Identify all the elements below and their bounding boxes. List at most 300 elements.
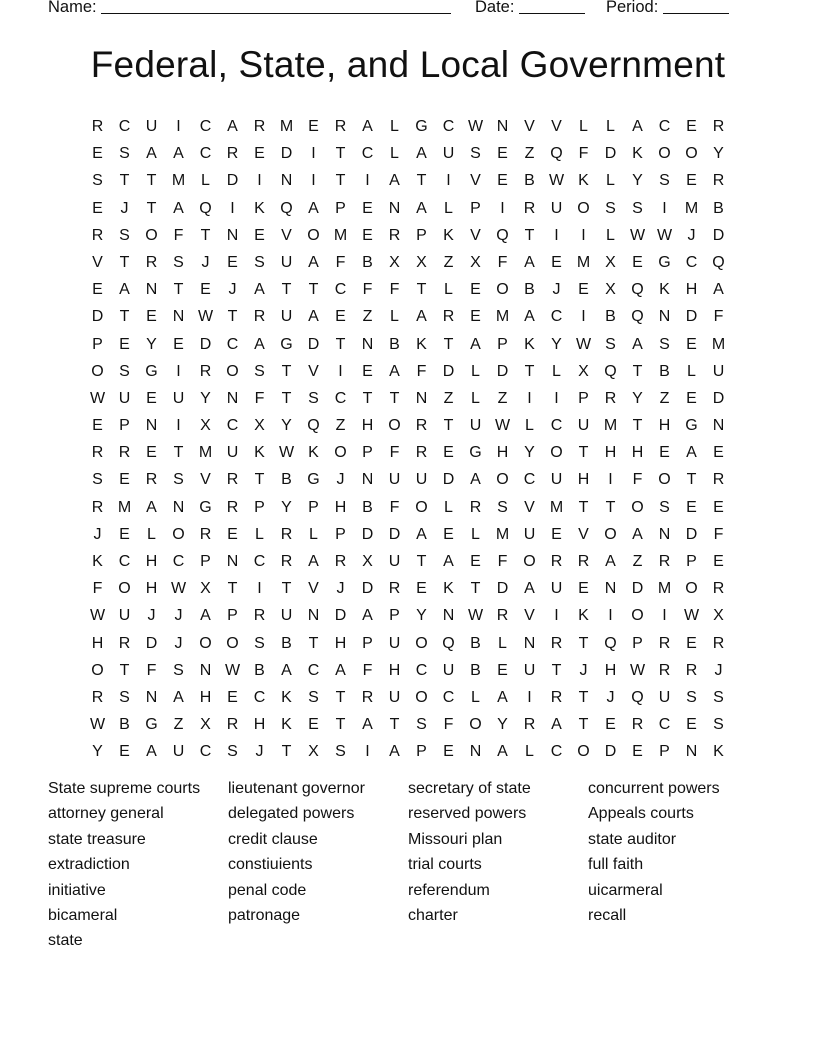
grid-letter: E xyxy=(227,525,238,543)
grid-letter: F xyxy=(362,661,373,679)
grid-letter: A xyxy=(146,743,157,761)
grid-letter: T xyxy=(335,145,346,163)
grid-letter: S xyxy=(659,172,670,190)
grid-letter: O xyxy=(550,444,563,462)
grid-letter: V xyxy=(470,226,481,244)
grid-letter: S xyxy=(659,498,670,516)
grid-letter: O xyxy=(496,281,509,299)
grid-letter: R xyxy=(658,661,671,679)
word-bank-item: state auditor xyxy=(588,830,677,848)
grid-letter: E xyxy=(497,172,508,190)
grid-letter: Q xyxy=(496,226,509,244)
grid-letter: R xyxy=(577,553,590,570)
grid-letter: J xyxy=(174,607,183,625)
grid-letter: A xyxy=(605,553,616,570)
grid-letter: M xyxy=(279,118,294,135)
grid-letter: Z xyxy=(632,553,643,570)
grid-letter: D xyxy=(199,335,212,353)
grid-letter: M xyxy=(657,580,672,598)
grid-letter: S xyxy=(119,145,130,163)
word-bank-item: reserved powers xyxy=(408,805,527,823)
grid-letter: U xyxy=(523,661,536,679)
grid-letter: L xyxy=(255,525,264,543)
grid-letter: P xyxy=(362,634,373,652)
grid-letter: C xyxy=(226,335,239,353)
grid-letter: T xyxy=(119,172,130,190)
grid-letter: C xyxy=(307,661,320,679)
grid-letter: E xyxy=(443,444,454,462)
word-bank-item: lieutenant governor xyxy=(228,780,365,797)
grid-letter: I xyxy=(311,172,316,190)
grid-letter: G xyxy=(658,253,671,271)
grid-letter: K xyxy=(92,553,103,570)
grid-letter: R xyxy=(145,471,158,489)
grid-letter: A xyxy=(470,471,481,489)
grid-letter: D xyxy=(280,145,293,163)
grid-letter: U xyxy=(226,444,239,462)
grid-letter: Y xyxy=(146,335,157,353)
grid-letter: A xyxy=(389,362,400,380)
grid-letter: R xyxy=(334,553,347,570)
grid-letter: Z xyxy=(497,389,508,407)
grid-letter: S xyxy=(605,199,616,217)
grid-letter: R xyxy=(658,553,671,570)
grid-letter: I xyxy=(662,607,667,625)
grid-letter: N xyxy=(226,226,239,244)
grid-letter: I xyxy=(257,580,262,598)
grid-letter: Y xyxy=(416,607,427,625)
grid-letter: X xyxy=(308,743,319,761)
grid-letter: J xyxy=(147,607,156,625)
grid-letter: T xyxy=(443,335,454,353)
grid-letter: W xyxy=(548,172,565,190)
grid-letter: H xyxy=(334,498,347,516)
grid-letter: C xyxy=(550,308,563,326)
grid-letter: N xyxy=(145,281,158,299)
grid-letter: T xyxy=(416,172,427,190)
period-field xyxy=(606,0,729,17)
grid-letter: P xyxy=(578,389,589,407)
grid-letter: N xyxy=(280,172,293,190)
grid-letter: A xyxy=(686,444,697,462)
grid-letter: Y xyxy=(497,716,508,734)
word-bank-item: credit clause xyxy=(228,830,318,848)
grid-letter: E xyxy=(632,253,643,271)
grid-letter: W xyxy=(575,335,592,353)
grid-letter: A xyxy=(200,607,211,625)
word-bank-item: constiuients xyxy=(228,856,313,874)
grid-letter: R xyxy=(253,308,266,326)
grid-letter: S xyxy=(119,688,130,706)
grid-letter: L xyxy=(444,281,453,299)
grid-letter: D xyxy=(361,525,374,543)
grid-letter: W xyxy=(170,580,187,598)
grid-letter: A xyxy=(146,498,157,516)
word-bank-item: penal code xyxy=(228,881,307,899)
grid-letter: F xyxy=(416,362,427,380)
grid-letter: W xyxy=(89,716,106,734)
grid-letter: T xyxy=(362,389,373,407)
grid-letter: V xyxy=(92,253,103,271)
grid-letter: A xyxy=(308,253,319,271)
grid-letter: D xyxy=(604,145,617,163)
grid-letter: L xyxy=(390,118,399,135)
grid-letter: E xyxy=(713,444,724,462)
grid-letter: U xyxy=(712,362,725,380)
grid-letter: P xyxy=(335,199,346,217)
grid-letter: E xyxy=(686,498,697,516)
grid-letter: R xyxy=(91,226,104,244)
grid-letter: B xyxy=(281,634,292,652)
grid-letter: P xyxy=(659,743,670,761)
grid-letter: U xyxy=(388,471,401,489)
grid-letter: R xyxy=(91,688,104,706)
grid-letter: U xyxy=(172,389,185,407)
grid-letter: V xyxy=(524,607,535,625)
word-bank-item: attorney general xyxy=(48,805,164,823)
grid-letter: E xyxy=(308,716,319,734)
grid-letter: F xyxy=(632,471,643,489)
grid-letter: H xyxy=(199,688,212,706)
grid-letter: E xyxy=(92,199,103,217)
grid-letter: D xyxy=(496,362,509,380)
grid-letter: L xyxy=(606,172,615,190)
grid-letter: T xyxy=(524,226,535,244)
grid-letter: C xyxy=(226,417,239,435)
grid-letter: N xyxy=(658,525,671,543)
grid-letter: R xyxy=(550,553,563,570)
grid-letter: E xyxy=(146,389,157,407)
grid-letter: X xyxy=(605,281,616,299)
grid-letter: H xyxy=(631,444,644,462)
grid-letter: W xyxy=(494,417,511,435)
grid-letter: C xyxy=(415,661,428,679)
grid-letter: R xyxy=(91,444,104,462)
grid-letter: N xyxy=(604,580,617,598)
grid-letter: L xyxy=(444,199,453,217)
grid-letter: W xyxy=(467,118,484,135)
grid-letter: I xyxy=(365,743,370,761)
grid-letter: A xyxy=(254,335,265,353)
grid-letter: M xyxy=(576,253,591,271)
grid-letter: T xyxy=(578,498,589,516)
grid-letter: H xyxy=(253,716,266,734)
grid-letter: L xyxy=(309,525,318,543)
grid-letter: I xyxy=(527,688,532,706)
grid-letter: N xyxy=(523,634,536,652)
grid-letter: O xyxy=(577,743,590,761)
grid-letter: Q xyxy=(604,362,617,380)
grid-letter: I xyxy=(365,172,370,190)
grid-letter: L xyxy=(687,362,696,380)
grid-letter: E xyxy=(119,471,130,489)
grid-letter: U xyxy=(280,607,293,625)
grid-letter: D xyxy=(91,308,104,326)
grid-letter: S xyxy=(470,145,481,163)
grid-letter: O xyxy=(658,471,671,489)
grid-letter: I xyxy=(554,607,559,625)
grid-letter: P xyxy=(119,417,130,435)
grid-letter: S xyxy=(686,688,697,706)
grid-letter: X xyxy=(200,580,211,598)
grid-letter: O xyxy=(388,417,401,435)
grid-letter: R xyxy=(415,444,428,462)
grid-letter: E xyxy=(686,335,697,353)
grid-letter: R xyxy=(712,172,725,190)
grid-letter: A xyxy=(308,308,319,326)
grid-letter: M xyxy=(549,498,564,516)
grid-letter: A xyxy=(362,607,373,625)
grid-letter: E xyxy=(416,580,427,598)
grid-letter: T xyxy=(227,308,238,326)
grid-letter: R xyxy=(496,607,509,625)
grid-letter: T xyxy=(119,661,130,679)
grid-letter: E xyxy=(362,199,373,217)
grid-letter: F xyxy=(389,444,400,462)
grid-letter: A xyxy=(119,281,130,299)
grid-letter: N xyxy=(172,308,185,326)
grid-letter: U xyxy=(118,607,131,625)
grid-letter: S xyxy=(254,634,265,652)
grid-letter: L xyxy=(471,362,480,380)
grid-letter: B xyxy=(254,661,265,679)
grid-letter: A xyxy=(443,553,454,570)
word-bank-item: Appeals courts xyxy=(588,805,694,823)
grid-letter: E xyxy=(362,362,373,380)
grid-letter: P xyxy=(686,553,697,570)
grid-letter: O xyxy=(307,226,320,244)
grid-letter: K xyxy=(281,688,292,706)
grid-letter: T xyxy=(335,688,346,706)
grid-letter: U xyxy=(658,688,671,706)
grid-letter: N xyxy=(361,471,374,489)
grid-letter: U xyxy=(550,580,563,598)
grid-letter: F xyxy=(173,226,184,244)
grid-letter: O xyxy=(658,145,671,163)
grid-letter: T xyxy=(281,362,292,380)
grid-letter: V xyxy=(524,498,535,516)
grid-letter: C xyxy=(658,118,671,135)
grid-letter: F xyxy=(713,525,724,543)
grid-letter: T xyxy=(119,308,130,326)
grid-letter: A xyxy=(524,580,535,598)
grid-letter: B xyxy=(362,498,373,516)
grid-letter: E xyxy=(686,716,697,734)
grid-letter: N xyxy=(388,199,401,217)
grid-letter: K xyxy=(254,444,265,462)
grid-letter: T xyxy=(416,281,427,299)
grid-letter: Y xyxy=(281,417,292,435)
grid-letter: B xyxy=(281,471,292,489)
grid-letter: S xyxy=(119,226,130,244)
grid-letter: D xyxy=(631,580,644,598)
date-field xyxy=(475,0,585,17)
grid-letter: O xyxy=(496,471,509,489)
grid-letter: W xyxy=(278,444,295,462)
grid-letter: A xyxy=(173,688,184,706)
word-bank-item: uicarmeral xyxy=(588,881,663,899)
grid-letter: U xyxy=(577,417,590,435)
grid-letter: A xyxy=(389,172,400,190)
grid-letter: T xyxy=(632,417,643,435)
grid-letter: K xyxy=(443,580,454,598)
grid-letter: A xyxy=(362,716,373,734)
grid-letter: T xyxy=(281,580,292,598)
word-bank-item: trial courts xyxy=(408,856,482,874)
grid-letter: R xyxy=(118,444,131,462)
grid-letter: Y xyxy=(524,444,535,462)
grid-letter: T xyxy=(470,580,481,598)
grid-letter: Z xyxy=(524,145,535,163)
grid-letter: Y xyxy=(281,498,292,516)
grid-letter: J xyxy=(228,281,237,299)
grid-letter: R xyxy=(118,634,131,652)
grid-letter: E xyxy=(200,281,211,299)
grid-letter: T xyxy=(254,471,265,489)
grid-letter: C xyxy=(658,716,671,734)
grid-letter: Q xyxy=(604,634,617,652)
grid-letter: T xyxy=(200,226,211,244)
grid-letter: O xyxy=(685,580,698,598)
grid-letter: S xyxy=(659,335,670,353)
grid-letter: O xyxy=(604,525,617,543)
grid-letter: C xyxy=(253,688,266,706)
grid-letter: A xyxy=(173,199,184,217)
grid-letter: D xyxy=(334,607,347,625)
grid-letter: O xyxy=(91,362,104,380)
grid-letter: I xyxy=(338,362,343,380)
grid-letter: X xyxy=(578,362,589,380)
grid-letter: D xyxy=(442,471,455,489)
grid-letter: N xyxy=(469,743,482,761)
grid-letter: Y xyxy=(551,335,562,353)
grid-letter: M xyxy=(495,525,510,543)
grid-letter: D xyxy=(712,389,725,407)
grid-letter: H xyxy=(685,281,698,299)
grid-letter: D xyxy=(712,226,725,244)
grid-letter: H xyxy=(577,471,590,489)
grid-letter: R xyxy=(226,498,239,516)
grid-letter: K xyxy=(659,281,670,299)
name-label: Name: xyxy=(48,0,97,16)
grid-letter: I xyxy=(527,389,532,407)
grid-letter: L xyxy=(498,634,507,652)
grid-letter: U xyxy=(280,308,293,326)
grid-letter: Q xyxy=(712,253,725,271)
grid-letter: C xyxy=(334,281,347,299)
grid-letter: F xyxy=(146,661,157,679)
grid-letter: C xyxy=(199,118,212,135)
grid-letter: S xyxy=(497,498,508,516)
grid-letter: Q xyxy=(280,199,293,217)
grid-letter: R xyxy=(712,471,725,489)
grid-letter: A xyxy=(416,199,427,217)
grid-letter: O xyxy=(118,580,131,598)
grid-letter: X xyxy=(605,253,616,271)
grid-letter: R xyxy=(604,389,617,407)
date-label: Date: xyxy=(475,0,515,16)
grid-letter: R xyxy=(388,580,401,598)
grid-letter: P xyxy=(416,743,427,761)
grid-letter: A xyxy=(146,145,157,163)
grid-letter: W xyxy=(656,226,673,244)
grid-letter: E xyxy=(686,118,697,135)
grid-letter: L xyxy=(444,498,453,516)
grid-letter: E xyxy=(227,253,238,271)
grid-letter: E xyxy=(362,226,373,244)
grid-letter: L xyxy=(525,743,534,761)
grid-letter: Y xyxy=(200,389,211,407)
grid-letter: B xyxy=(605,308,616,326)
grid-letter: P xyxy=(362,444,373,462)
grid-letter: A xyxy=(524,253,535,271)
grid-letter: D xyxy=(226,172,239,190)
grid-letter: O xyxy=(226,362,239,380)
grid-letter: L xyxy=(552,362,561,380)
grid-letter: E xyxy=(497,145,508,163)
grid-letter: U xyxy=(442,661,455,679)
grid-letter: A xyxy=(281,661,292,679)
grid-letter: Q xyxy=(631,281,644,299)
grid-letter: T xyxy=(389,716,400,734)
grid-letter: T xyxy=(443,417,454,435)
grid-letter: U xyxy=(280,253,293,271)
grid-letter: E xyxy=(92,281,103,299)
grid-letter: W xyxy=(629,661,646,679)
grid-letter: T xyxy=(686,471,697,489)
grid-letter: R xyxy=(712,634,725,652)
word-bank-item: state treasure xyxy=(48,830,146,848)
grid-letter: A xyxy=(173,145,184,163)
grid-letter: K xyxy=(308,444,319,462)
grid-letter: L xyxy=(147,525,156,543)
grid-letter: W xyxy=(89,389,106,407)
grid-letter: G xyxy=(685,417,698,435)
grid-letter: N xyxy=(226,389,239,407)
grid-letter: O xyxy=(172,525,185,543)
grid-letter: B xyxy=(362,253,373,271)
grid-letter: A xyxy=(632,335,643,353)
grid-letter: V xyxy=(551,118,562,135)
period-blank-line xyxy=(663,0,729,14)
grid-letter: R xyxy=(91,118,104,135)
grid-letter: W xyxy=(629,226,646,244)
grid-letter: N xyxy=(145,417,158,435)
grid-letter: F xyxy=(443,716,454,734)
grid-letter: R xyxy=(334,118,347,135)
grid-letter: G xyxy=(199,498,212,516)
grid-letter: L xyxy=(390,308,399,326)
grid-letter: P xyxy=(227,607,238,625)
grid-letter: M xyxy=(333,226,348,244)
grid-letter: O xyxy=(226,634,239,652)
grid-letter: E xyxy=(308,118,319,135)
grid-letter: V xyxy=(308,362,319,380)
word-bank-item: concurrent powers xyxy=(588,780,720,797)
grid-letter: R xyxy=(415,417,428,435)
grid-letter: R xyxy=(199,362,212,380)
grid-letter: B xyxy=(470,634,481,652)
grid-letter: S xyxy=(605,335,616,353)
grid-letter: I xyxy=(176,362,181,380)
grid-letter: Y xyxy=(92,743,103,761)
word-bank-item: referendum xyxy=(408,881,490,899)
grid-letter: D xyxy=(145,634,158,652)
grid-letter: Z xyxy=(443,253,454,271)
grid-letter: J xyxy=(714,661,723,679)
grid-letter: K xyxy=(578,172,589,190)
grid-letter: E xyxy=(686,389,697,407)
